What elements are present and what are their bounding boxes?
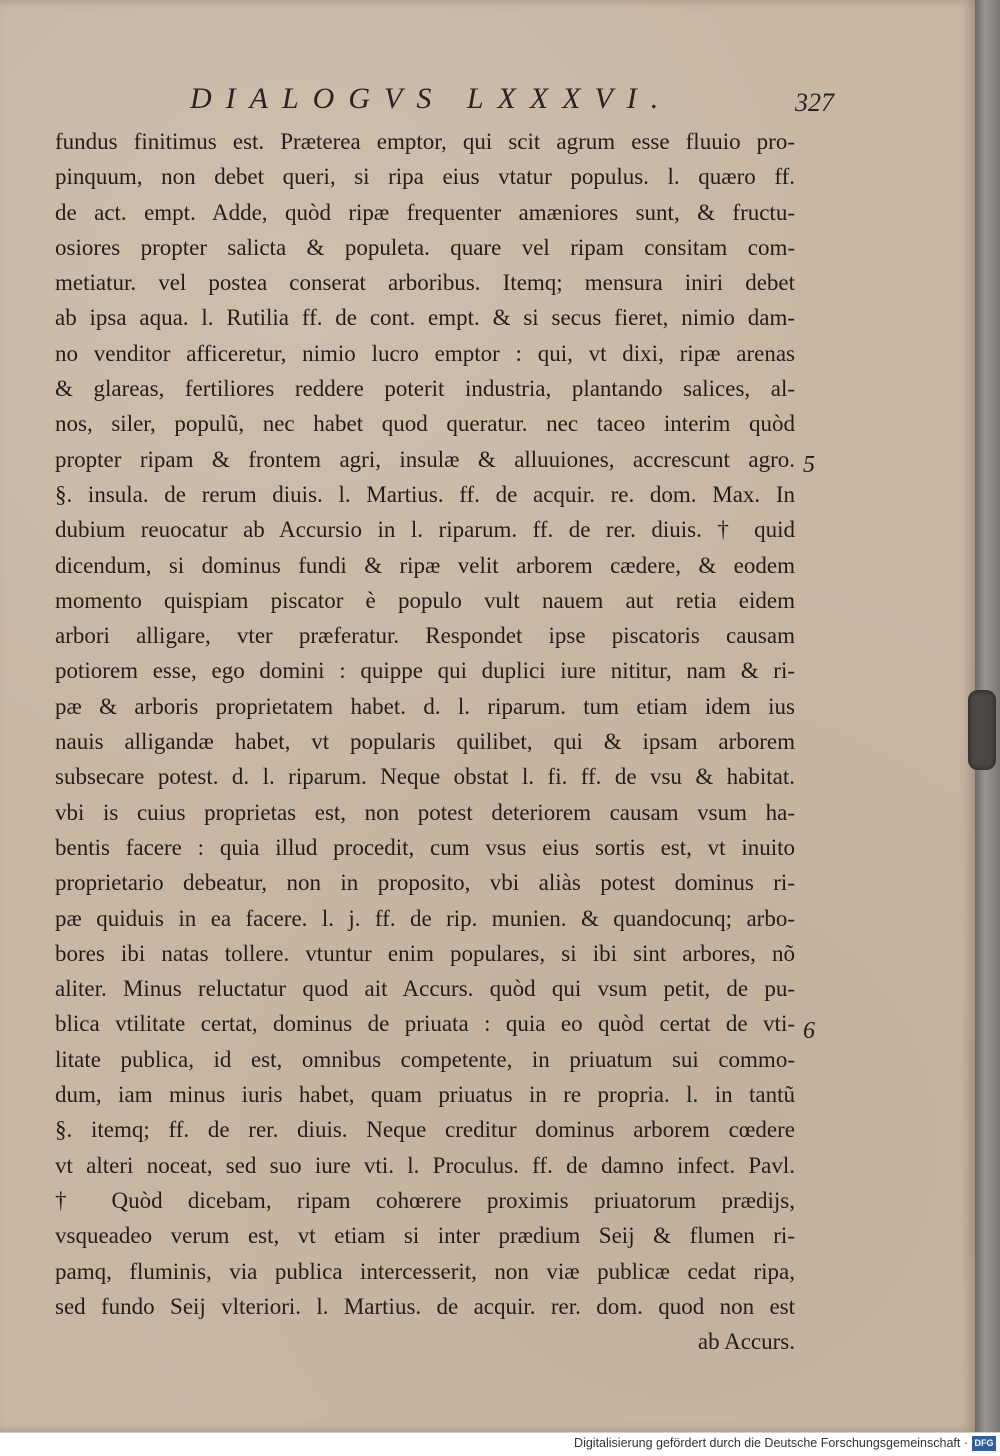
text-line: nauis alligandæ habet, vt popularis quilibet, qui & ipsam arborem (55, 729, 795, 755)
marginal-note-6: 6 (803, 1018, 815, 1044)
text-line: † Quòd dicebam, ripam cohœrere proximis priuatorum prædijs, (55, 1187, 795, 1213)
text-line: propter ripam & frontem agri, insulæ & alluuiones, accrescunt agro. (55, 446, 795, 472)
text-line: vbi is cuius proprietas est, non potest deteriorem causam vsum ha- (55, 799, 795, 825)
text-line: potiorem esse, ego domini : quippe qui duplici iure nititur, nam & ri- (55, 658, 795, 684)
footer-bar (0, 1432, 1000, 1456)
funding-credit: Digitalisierung gefördert durch die Deutsche Forschungsgemeinschaft · (574, 1436, 968, 1450)
text-line: nos, siler, populũ, nec habet quod queratur. nec taceo interim quòd (55, 411, 795, 437)
text-line: pæ & arboris proprietatem habet. d. l. riparum. tum etiam idem ius (55, 693, 795, 719)
text-line: §. itemq; ff. de rer. diuis. Neque creditur dominus arborem cœdere (55, 1117, 795, 1143)
text-line: ab ipsa aqua. l. Rutilia ff. de cont. empt. & si secus fieret, nimio dam- (55, 305, 795, 331)
text-line: pinquum, non debet queri, si ripa eius vtatur populus. l. quæro ff. (55, 164, 795, 190)
text-line: bores ibi natas tollere. vtuntur enim populares, si ibi sint arbores, nõ (55, 940, 795, 966)
text-line: bentis facere : quia illud procedit, cum vsus eius sortis est, vt inuito (55, 834, 795, 860)
text-line: de act. empt. Adde, quòd ripæ frequenter amæniores sunt, & fructu- (55, 199, 795, 225)
text-line: aliter. Minus reluctatur quod ait Accurs. quòd qui vsum petit, de pu- (55, 976, 795, 1002)
text-line: metiatur. vel postea conserat arboribus. Itemq; mensura iniri debet (55, 270, 795, 296)
text-line: subsecare potest. d. l. riparum. Neque obstat l. fi. ff. de vsu & habitat. (55, 764, 795, 790)
marginal-note-5: 5 (803, 452, 815, 478)
text-line: pamq, fluminis, via publica intercesserit, non viæ publicæ cedat ripa, (55, 1258, 795, 1284)
text-line: vt alteri noceat, sed suo iure vti. l. Proculus. ff. de damno infect. Pavl. (55, 1152, 795, 1178)
text-line: dicendum, si dominus fundi & ripæ velit arborem cædere, & eodem (55, 552, 795, 578)
text-line: no venditor afficeretur, nimio lucro emptor : qui, vt dixi, ripæ arenas (55, 340, 795, 366)
text-line: dubium reuocatur ab Accursio in l. riparum. ff. de rer. diuis. † quid (55, 517, 795, 543)
text-line: sed fundo Seij vlteriori. l. Martius. de acquir. rer. dom. quod non est (55, 1293, 795, 1319)
text-line: proprietario debeatur, non in proposito, vbi aliàs potest dominus ri- (55, 870, 795, 896)
body-text (55, 124, 795, 1359)
text-line: pæ quiduis in ea facere. l. j. ff. de rip. munien. & quandocunq; arbo- (55, 905, 795, 931)
dfg-logo: DFG (972, 1436, 996, 1451)
book-clasp (968, 690, 996, 770)
text-line: fundus finitimus est. Præterea emptor, qui scit agrum esse fluuio pro- (55, 129, 795, 154)
text-line: litate publica, id est, omnibus competente, in priuatum sui commo- (55, 1046, 795, 1072)
text-line: arbori alligare, vter præferatur. Respondet ipse piscatoris causam (55, 623, 795, 649)
text-line: osiores propter salicta & populeta. quare vel ripam consitam com- (55, 234, 795, 260)
text-line: momento quispiam piscator è populo vult nauem aut retia eidem (55, 587, 795, 613)
page-number: 327 (795, 88, 834, 117)
text-line: vsqueadeo verum est, vt etiam si inter prædium Seij & flumen ri- (55, 1223, 795, 1249)
text-line: blica vtilitate certat, dominus de priuata : quia eo quòd certat de vti- (55, 1011, 795, 1037)
text-line: & glareas, fertiliores reddere poterit industria, plantando salices, al- (55, 376, 795, 402)
text-line: ab Accurs. (697, 1329, 795, 1355)
running-head: DIALOGVS LXXXVI. (190, 82, 673, 115)
text-line: §. insula. de rerum diuis. l. Martius. ff. de acquir. re. dom. Max. In (55, 481, 795, 507)
text-line: dum, iam minus iuris habet, quam priuatus in re propria. l. in tantũ (55, 1082, 795, 1108)
